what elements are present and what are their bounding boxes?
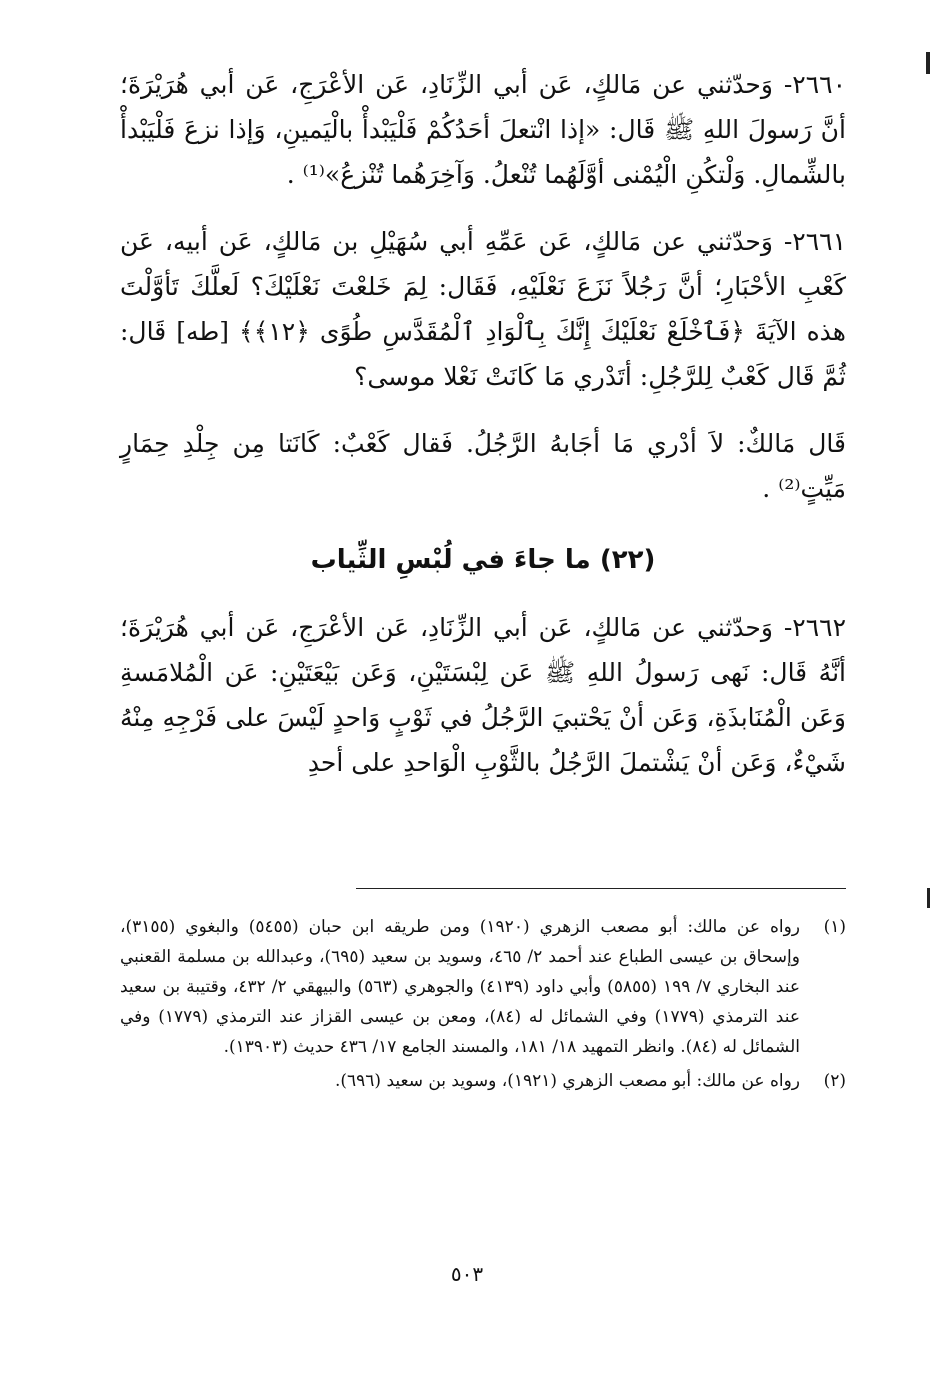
- hadith-2660: ٢٦٦٠- وَحدّثني عن مَالكٍ، عَن أبي الزِّنَادِ، عَن الأعْرَجِ، عَن أبي هُرَيْرَةَ؛ أنَّ رَسولَ اللهِ ﷺ قَال: «إذا انْتعلَ أحَدُكُمْ فَلْيَبْدأْ بالْيَمينِ، وَإذا نزعَ فَلْيَبْدأْ بالشِّمالِ. وَلْتكُنِ الْيُمْنى أوَّلَهُما تُنْعلُ. وَآخِرَهُما تُنْزعُ»⁽¹⁾ .: [120, 70, 846, 189]
- section-heading: (٢٢) ما جاءَ في لُبْسِ الثِّياب: [310, 545, 656, 575]
- main-text: [120, 62, 846, 785]
- footnote-text: رواه عن مالك: أبو مصعب الزهري (١٩٢١)، وسويد بن سعيد (٦٩٦).: [334, 1071, 800, 1091]
- footnote-text: رواه عن مالك: أبو مصعب الزهري (١٩٢٠) ومن طريقه ابن حبان (٥٤٥٥) والبغوي (٣١٥٥)، وإسحاق بن عيسى الطباع عند أحمد ٢/ ٤٦٥، وسويد بن سعيد (٦٩٥)، وعبدالله بن مسلمة القعنبي عند البخاري ٧/ ١٩٩ (٥٨٥٥) وأبي داود (٤١٣٩) والجوهري (٥٦٣) والبيهقي ٢/ ٤٣٢، وقتيبة بن سعيد عند الترمذي (١٧٧٩) وفي الشمائل له (٨٤)، ومعن بن عيسى القزاز عند الترمذي (١٧٧٩) وفي الشمائل له (٨٤). وانظر التمهيد ١٨/ ١٨١، والمسند الجامع ١٧/ ٤٣٦ حديث (١٣٩٠٣).: [120, 917, 801, 1057]
- hadith-2662: ٢٦٦٢- وَحدّثني عن مَالكٍ، عَن أبي الزِّنَادِ، عَن الأعْرَجِ، عَن أبي هُرَيْرَةَ؛ أنَّهُ قَال: نَهى رَسولُ اللهِ ﷺ عَن لِبْسَتَيْنِ، وَعَن بَيْعَتَيْنِ: عَن الْمُلامَسةِ وَعَن الْمُنَابذَةِ، وَعَن أنْ يَحْتبيَ الرَّجُلُ في ثَوْبٍ وَاحدٍ لَيْسَ على فَرْجِهِ مِنْهُ شَيْءٌ، وَعَن أنْ يَشْتملَ الرَّجُلُ بالثَّوْبِ الْوَاحدِ على أحدِ: [120, 613, 846, 777]
- footnote-separator: [356, 888, 846, 889]
- scan-mark: [927, 888, 930, 908]
- malik-comment: قَال مَالكٌ: لاَ أدْري مَا أجَابهُ الرَّجُلُ. فَقال كَعْبٌ: كَانَتا مِن جِلْدِ حِمَارٍ مَيِّتٍ⁽²⁾ .: [120, 429, 846, 503]
- page-number: ٥٠٣: [450, 1262, 484, 1286]
- footnote-2: [120, 1066, 846, 1096]
- footnote-number: (٢): [823, 1071, 846, 1091]
- footnotes: [120, 912, 846, 1096]
- footnote-1: [120, 912, 846, 1062]
- footnote-number: (١): [823, 917, 846, 937]
- scan-mark: [926, 52, 930, 74]
- hadith-2661: ٢٦٦١- وَحدّثني عن مَالكٍ، عَن عَمِّهِ أبي سُهَيْلِ بن مَالكٍ، عَن أبيه، عَن كَعْبِ الأحْبَارِ؛ أنَّ رَجُلاً نَزَعَ نَعْلَيْهِ، فَقَال: لِمَ خَلعْتَ نَعْلَيْكَ؟ لَعلَّكَ تَأوَّلْتَ هذه الآيَةَ ﴿فَٱخْلَعْ نَعْلَيْكَ إِنَّكَ بِٱلْوَادِ ٱلْمُقَدَّسِ طُوًى ﴿١٢﴾﴾ [طه] قَال: ثُمَّ قَال كَعْبٌ لِلرَّجُلِ: أتَدْري مَا كَانَتْ نَعْلا موسى؟: [120, 227, 846, 391]
